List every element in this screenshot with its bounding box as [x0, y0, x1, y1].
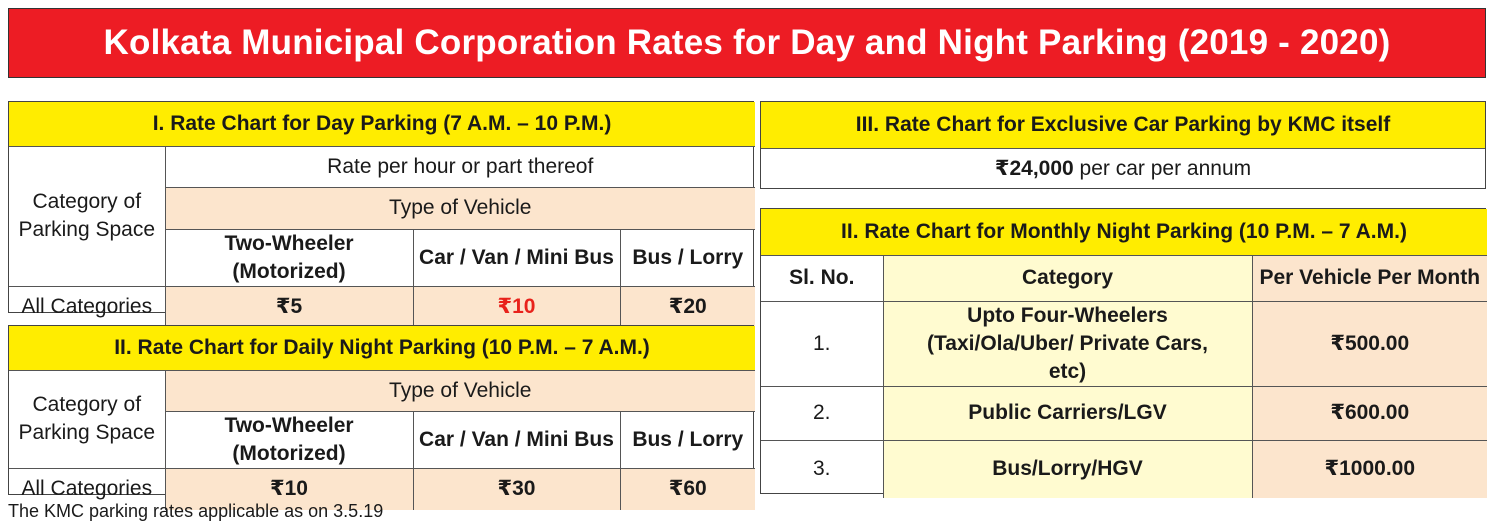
rate-car-van: ₹30 — [413, 468, 620, 510]
row-rate: ₹600.00 — [1252, 386, 1487, 440]
category-label: Category of Parking Space — [9, 146, 165, 286]
exclusive-amount: ₹24,000 — [994, 157, 1074, 181]
exclusive-suffix: per car per annum — [1073, 157, 1252, 181]
exclusive-heading: III. Rate Chart for Exclusive Car Parking by KMC itself — [761, 102, 1485, 148]
table-row — [761, 386, 1487, 440]
exclusive-rate — [761, 148, 1485, 190]
row-no: 1. — [761, 301, 883, 386]
row-rate: ₹500.00 — [1252, 301, 1487, 386]
col-category: Category — [883, 255, 1252, 301]
page-title: Kolkata Municipal Corporation Rates for Day and Night Parking (2019 - 2020) — [8, 8, 1486, 78]
rate-two-wheeler: ₹10 — [165, 468, 413, 510]
rate-label: Rate per hour or part thereof — [165, 146, 755, 187]
monthly-night-parking-table — [760, 208, 1486, 494]
table-row — [761, 301, 1487, 386]
row-category: Upto Four-Wheelers (Taxi/Ola/Uber/ Private Cars, etc) — [883, 301, 1252, 386]
row-label: All Categories — [9, 286, 165, 328]
rate-two-wheeler: ₹5 — [165, 286, 413, 328]
row-no: 2. — [761, 386, 883, 440]
row-rate: ₹1000.00 — [1252, 440, 1487, 498]
row-no: 3. — [761, 440, 883, 498]
daily-night-parking-table — [8, 325, 754, 501]
rate-car-van: ₹10 — [413, 286, 620, 328]
vehicle-type-label: Type of Vehicle — [165, 187, 755, 229]
daily-night-heading: II. Rate Chart for Daily Night Parking (10 P.M. – 7 A.M.) — [9, 326, 755, 370]
footnote: The KMC parking rates applicable as on 3.5.19 — [8, 501, 384, 521]
row-label: All Categories — [9, 468, 165, 510]
rate-bus-lorry: ₹60 — [620, 468, 755, 510]
col-sl-no: Sl. No. — [761, 255, 883, 301]
vehicle-type-label: Type of Vehicle — [165, 370, 755, 411]
col-bus-lorry: Bus / Lorry — [620, 229, 755, 286]
day-parking-table — [8, 101, 754, 319]
table-row — [761, 440, 1487, 498]
col-car-van: Car / Van / Mini Bus — [413, 229, 620, 286]
col-car-van: Car / Van / Mini Bus — [413, 411, 620, 468]
exclusive-parking-table — [760, 101, 1486, 189]
col-two-wheeler: Two-Wheeler (Motorized) — [165, 229, 413, 286]
col-per-vehicle: Per Vehicle Per Month — [1252, 255, 1487, 301]
rate-bus-lorry: ₹20 — [620, 286, 755, 328]
row-category: Bus/Lorry/HGV — [883, 440, 1252, 498]
col-two-wheeler: Two-Wheeler (Motorized) — [165, 411, 413, 468]
day-parking-heading: I. Rate Chart for Day Parking (7 A.M. – 10 P.M.) — [9, 102, 755, 146]
category-label: Category of Parking Space — [9, 370, 165, 468]
row-category: Public Carriers/LGV — [883, 386, 1252, 440]
col-bus-lorry: Bus / Lorry — [620, 411, 755, 468]
monthly-heading: II. Rate Chart for Monthly Night Parking (10 P.M. – 7 A.M.) — [761, 209, 1487, 255]
